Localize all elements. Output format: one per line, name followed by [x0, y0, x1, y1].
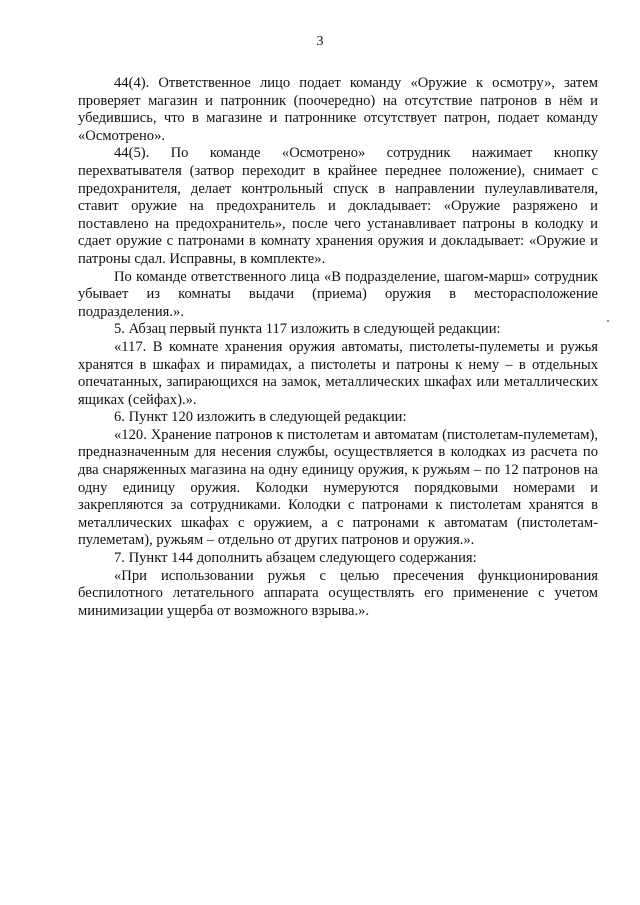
paragraph-44-5: 44(5). По команде «Осмотрено» сотрудник нажимает кнопку перехватывателя (затвор переходит в крайнее переднее положение), снимает с предохранителя, делает контрольный спуск в направлении пулеулавливателя, ставит оружие на предохранитель и докладывает: «Оружие разряжено и поставлено на предохранитель», после чего устанавливает патроны в колодку и сдает оружие с патронами в комнату хранения оружия и докладывает: «Оружие и патроны сдал. Исправны, в комплекте». — [78, 145, 598, 267]
paragraph-144-addition: «При использовании ружья с целью пресечения функционирования беспилотного летательного аппарата осуществлять его применение с учетом минимизации ущерба от возможного взрыва.». — [78, 567, 598, 619]
paragraph-item-6: 6. Пункт 120 изложить в следующей редакции: — [114, 409, 407, 426]
scan-speck — [607, 320, 609, 322]
paragraph-117: «117. В комнате хранения оружия автоматы, пистолеты-пулеметы и ружья хранятся в шкафах и пирамидах, а пистолеты и патроны к нему – в отдельных опечатанных, запирающихся на замок, металлических шкафах или металлических ящиках (сейфах).». — [78, 338, 598, 408]
document-body — [78, 75, 598, 620]
paragraph-item-5: 5. Абзац первый пункта 117 изложить в следующей редакции: — [114, 321, 501, 338]
paragraph-item-7: 7. Пункт 144 дополнить абзацем следующего содержания: — [114, 550, 477, 567]
paragraph-command: По команде ответственного лица «В подразделение, шагом-марш» сотрудник убывает из комнаты выдачи (приема) оружия в месторасположение подразделения.». — [78, 268, 598, 320]
paragraph-120: «120. Хранение патронов к пистолетам и автоматам (пистолетам-пулеметам), предназначенным для несения службы, осуществляется в колодках из расчета по два снаряженных магазина на одну единицу оружия, к ружьям – по 12 патронов на одну единицу оружия. Колодки нумеруются порядковыми номерами и закрепляются за сотрудниками. Колодки с патронами к пистолетам хранятся в металлических шкафах с оружием, а с патронами к автоматам (пистолетам-пулеметам), ружьям – отдельно от других патронов и оружия.». — [78, 426, 598, 549]
page-number: 3 — [316, 34, 324, 49]
paragraph-44-4: 44(4). Ответственное лицо подает команду «Оружие к осмотру», затем проверяет магазин и патронник (поочередно) на отсутствие патронов в нём и убедившись, что в магазине и патроннике отсутствует патрон, подает команду «Осмотрено». — [78, 75, 598, 144]
